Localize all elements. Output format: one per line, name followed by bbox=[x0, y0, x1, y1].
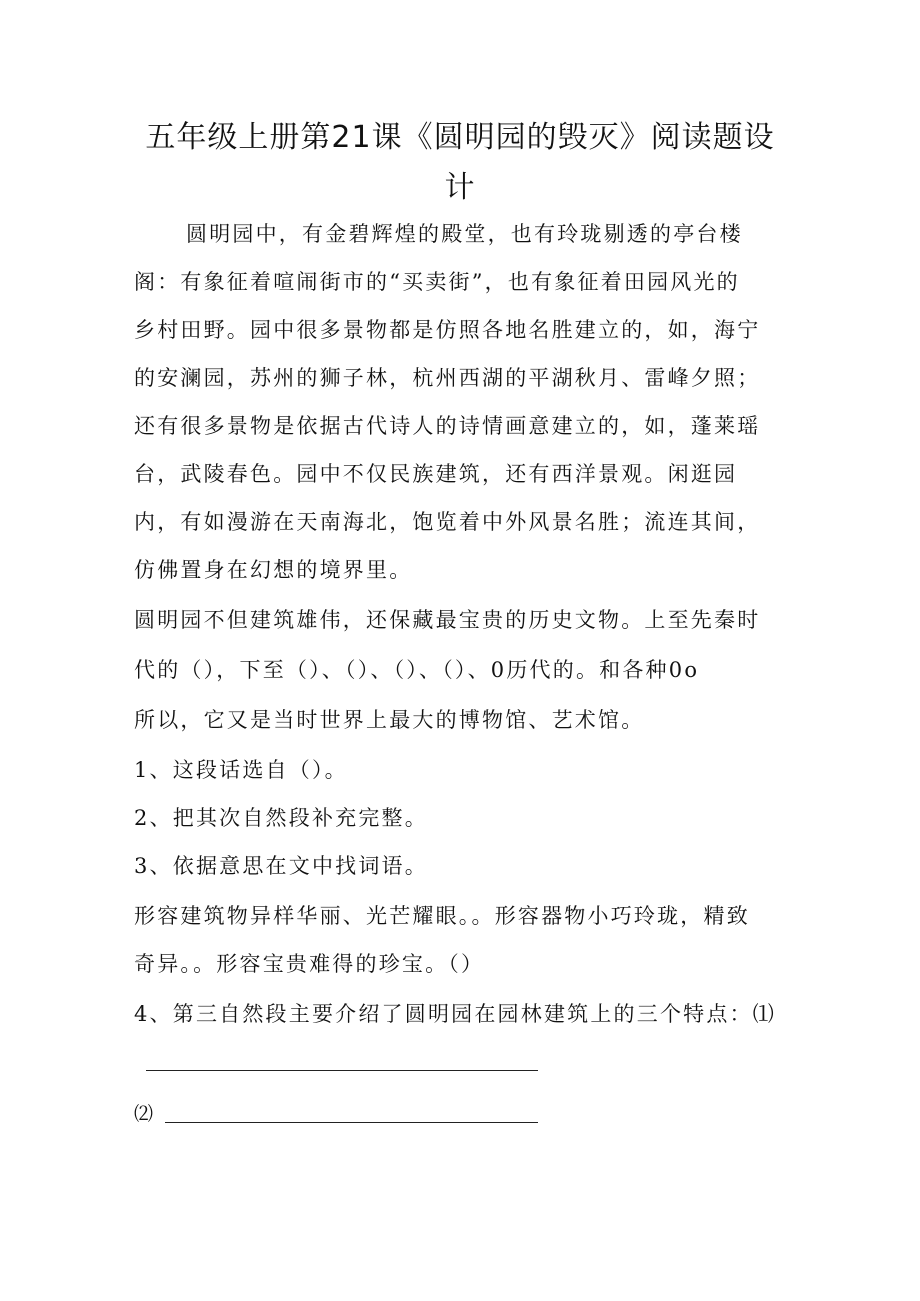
question-3-line: 形容建筑物异样华丽、光芒耀眼。。形容器物小巧玲珑，精致 bbox=[134, 904, 750, 928]
paragraph2-line: 代的（），下至（）、（）、（）、（）、0历代的。和各种0o bbox=[134, 658, 700, 682]
paragraph2-line: 圆明园不但建筑雄伟，还保藏最宝贵的历史文物。上至先秦时 bbox=[134, 608, 761, 632]
question-2: 2、把其次自然段补充完整。 bbox=[134, 806, 428, 830]
question-4: 4、第三自然段主要介绍了圆明园在园林建筑上的三个特点：⑴ bbox=[134, 1002, 776, 1026]
title-line-2: 计 bbox=[444, 170, 476, 205]
answer-blank-2[interactable] bbox=[165, 1122, 538, 1123]
question-4-item-2-label: ⑵ bbox=[134, 1103, 154, 1125]
answer-blank-1[interactable] bbox=[146, 1070, 538, 1071]
paragraph1-line: 阁：有象征着喧闹街市的“买卖街”，也有象征着田园风光的 bbox=[134, 270, 740, 294]
paragraph1-line: 乡村田野。园中很多景物都是仿照各地名胜建立的，如，海宁 bbox=[134, 318, 761, 342]
paragraph1-line: 仿佛置身在幻想的境界里。 bbox=[134, 558, 413, 582]
question-1: 1、这段话选自（）。 bbox=[134, 758, 348, 782]
paragraph1-line: 的安澜园，苏州的狮子林，杭州西湖的平湖秋月、雷峰夕照； bbox=[134, 366, 761, 390]
question-3: 3、依据意思在文中找词语。 bbox=[134, 854, 428, 878]
paragraph1-line: 还有很多景物是依据古代诗人的诗情画意建立的，如，蓬莱瑶 bbox=[134, 414, 761, 438]
paragraph1-line: 圆明园中，有金碧辉煌的殿堂，也有玲珑剔透的亭台楼 bbox=[186, 222, 743, 246]
question-3-line: 奇异。。形容宝贵难得的珍宝。（） bbox=[134, 952, 485, 976]
paragraph1-line: 内，有如漫游在天南海北，饱览着中外风景名胜；流连其间， bbox=[134, 510, 761, 534]
paragraph2-line: 所以，它又是当时世界上最大的博物馆、艺术馆。 bbox=[134, 708, 645, 732]
title-line-1: 五年级上册第21课《圆明园的毁灭》阅读题设 bbox=[145, 120, 775, 155]
paragraph1-line: 台，武陵春色。园中不仅民族建筑，还有西洋景观。闲逛园 bbox=[134, 462, 738, 486]
